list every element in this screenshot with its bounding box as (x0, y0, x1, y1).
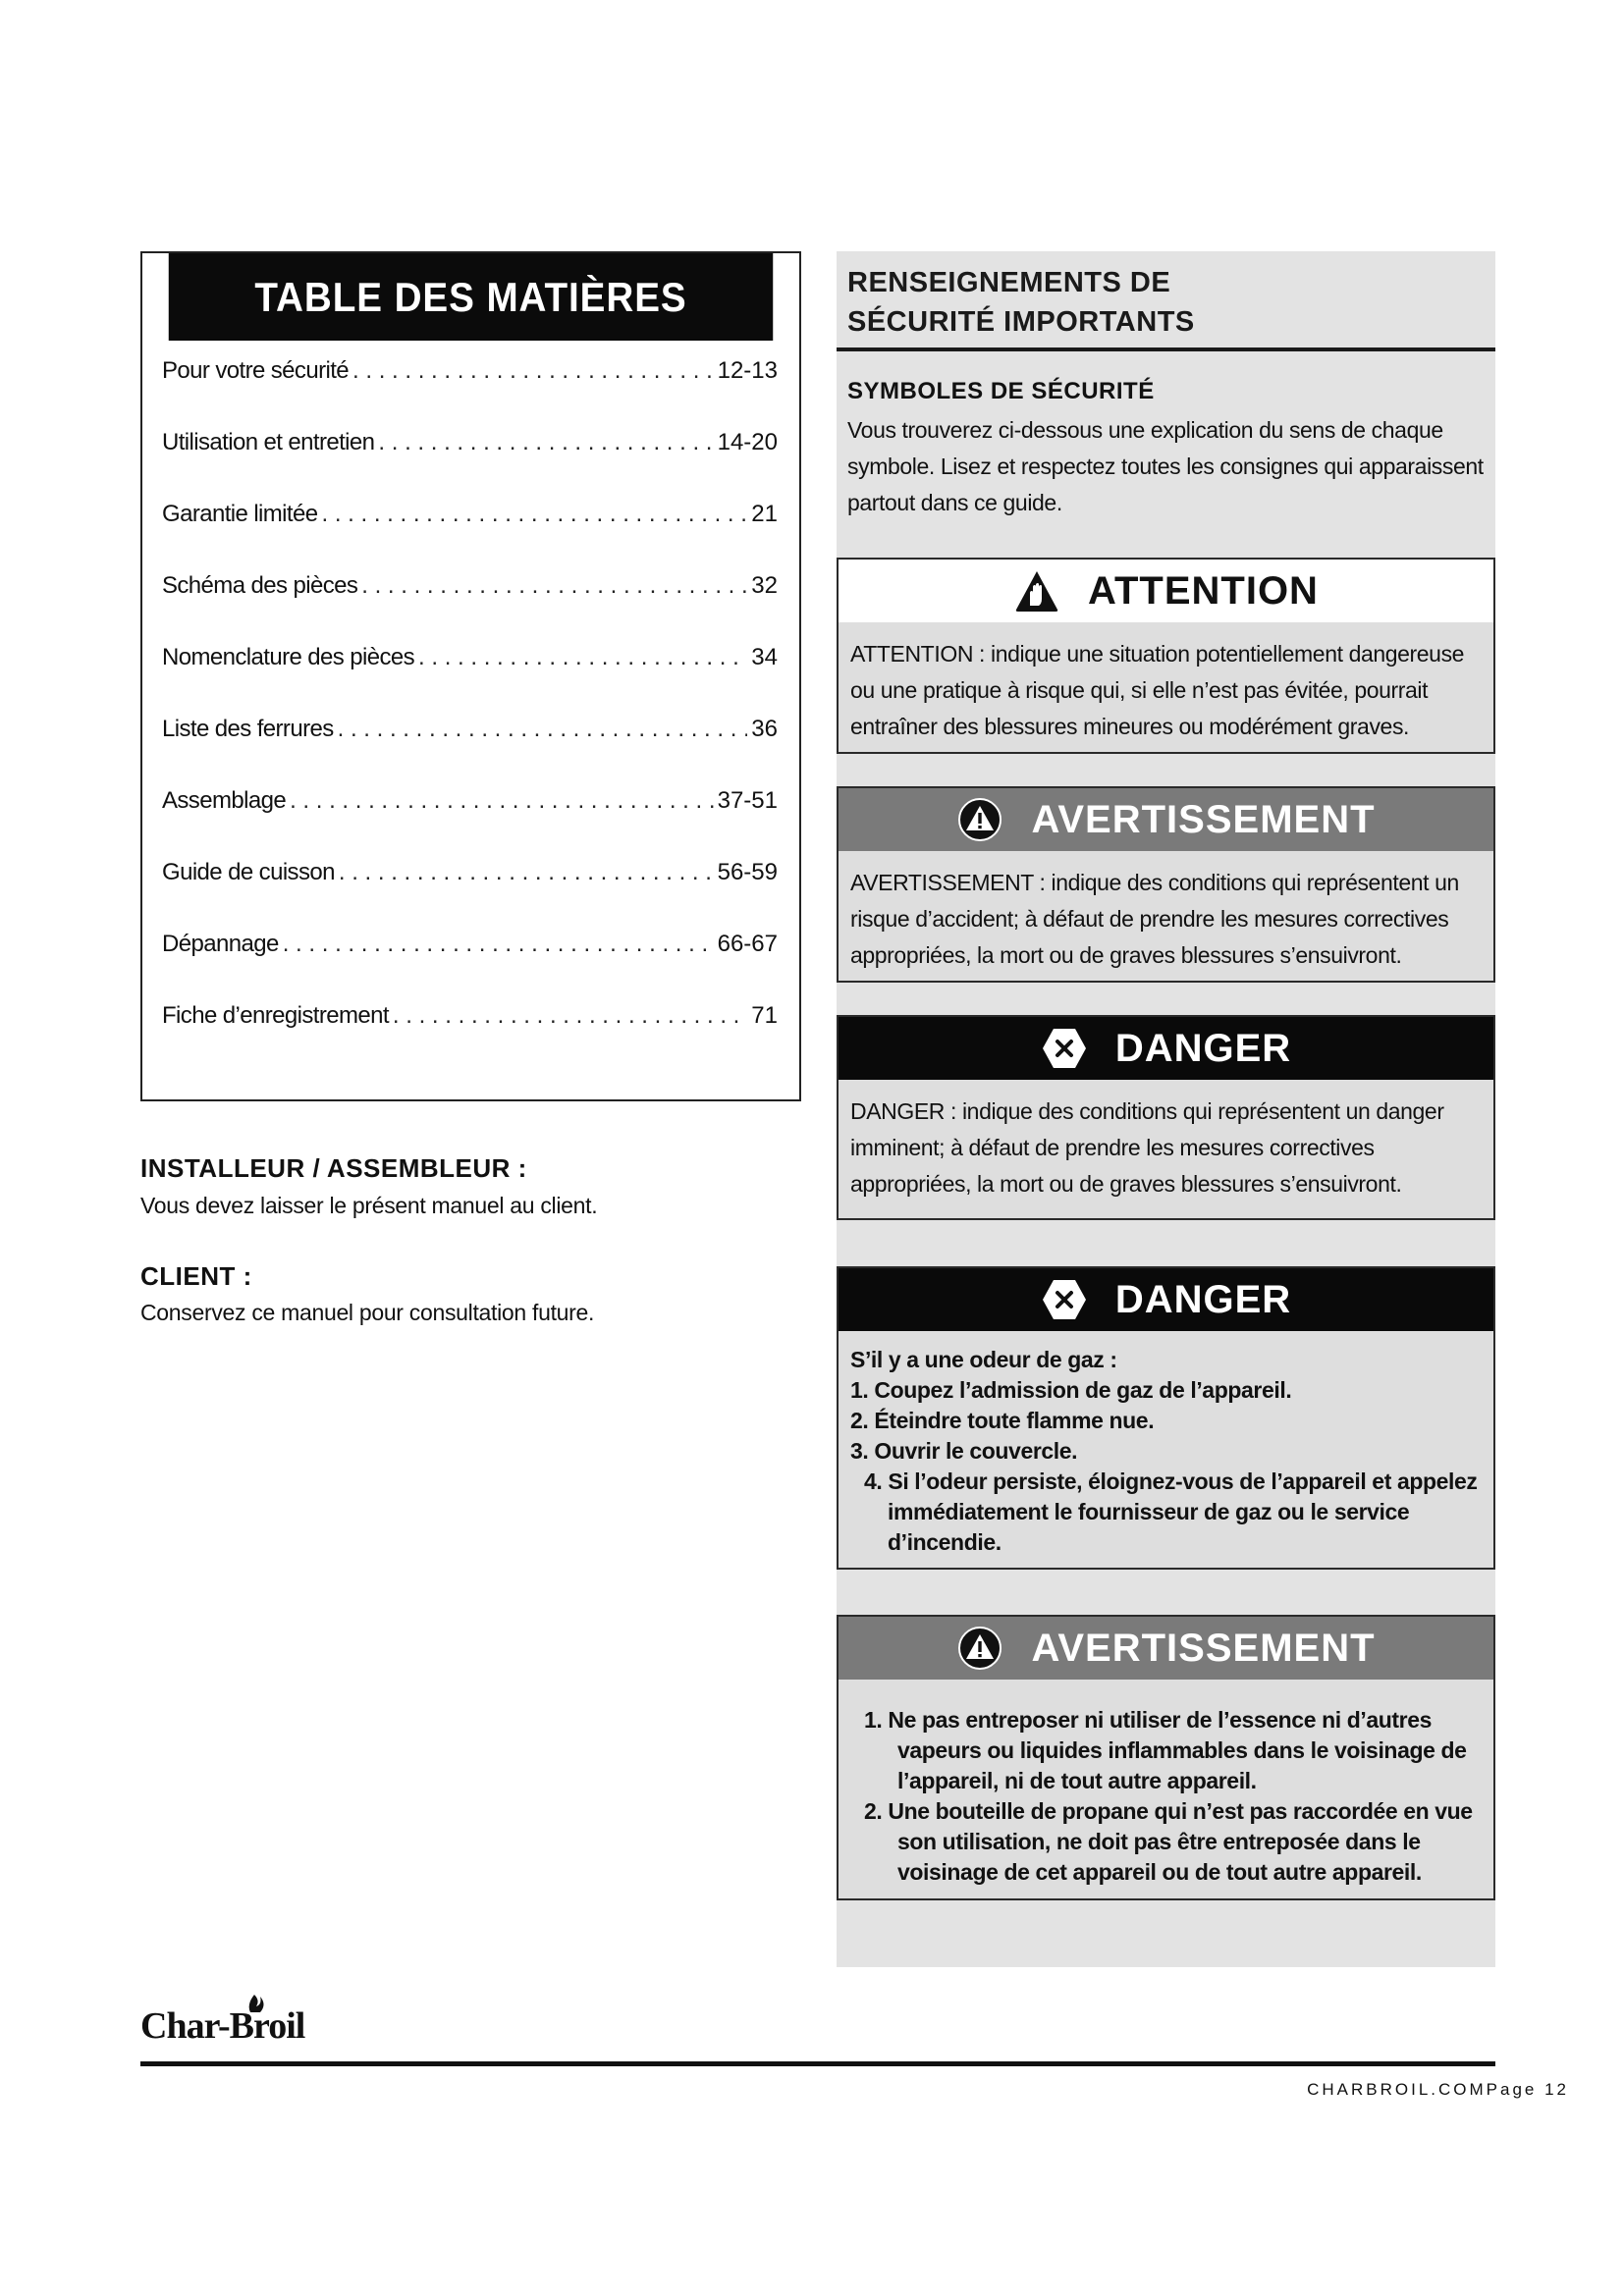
char-broil-logo (138, 1989, 305, 2048)
x-hexagon-icon (1041, 1025, 1088, 1072)
gas-danger-item: 1. Coupez l’admission de gaz de l’appareil. (850, 1377, 1292, 1403)
danger-text: DANGER : indique des conditions qui représentent un danger imminent; à défaut de prendre les mesures correctives appropriées, la mort ou de graves blessures s’ensuivront. (850, 1098, 1444, 1197)
toc-leader-dots (418, 644, 747, 671)
warning-label: AVERTISSEMENT (1031, 797, 1376, 841)
x-hexagon-icon (1041, 1276, 1088, 1323)
toc-entry-page: 12-13 (717, 357, 778, 384)
toc-entry (162, 1002, 778, 1074)
toc-leader-dots (361, 572, 747, 600)
toc-list (162, 357, 778, 1074)
attention-box (837, 558, 1495, 754)
toc-leader-dots (339, 859, 714, 886)
warning-text: AVERTISSEMENT : indique des conditions qui représentent un risque d’accident; à défaut de prendre les mesures correctives appropriées, la mort ou de graves blessures s’ensuivront. (850, 870, 1459, 968)
logo-text: Char-Broil (140, 2005, 305, 2047)
attention-label: ATTENTION (1088, 568, 1319, 613)
exclamation-circle-icon (956, 796, 1003, 843)
hand-warning-icon (1013, 567, 1060, 614)
gas-danger-item: 4. Si l’odeur persiste, éloignez-vous de l’appareil et appelez immédiatement le fournisseur de gaz ou le service d’incendie. (864, 1468, 1478, 1555)
toc-entry (162, 357, 778, 429)
safety-panel (837, 251, 1495, 1967)
toc-entry (162, 931, 778, 1002)
toc-entry-page: 71 (751, 1002, 778, 1029)
flammable-warning-box (837, 1615, 1495, 1900)
danger-box (837, 1015, 1495, 1220)
danger-label: DANGER (1114, 1026, 1292, 1070)
warning-box (837, 786, 1495, 983)
toc-entry-page: 37-51 (717, 787, 778, 814)
installer-heading: INSTALLEUR / ASSEMBLEUR : (140, 1153, 527, 1183)
gas-danger-item: 2. Éteindre toute flamme nue. (850, 1408, 1155, 1433)
attention-header (839, 560, 1493, 622)
toc-entry-title: Pour votre sécurité (162, 357, 350, 384)
toc-leader-dots (393, 1002, 747, 1030)
toc-leader-dots (338, 716, 748, 743)
flammable-warning-header (839, 1617, 1493, 1680)
toc-entry-page: 21 (751, 501, 778, 527)
toc-entry (162, 716, 778, 787)
toc-entry (162, 859, 778, 931)
footer-page-number: CHARBROIL.COMPage 12 (1307, 2080, 1569, 2099)
toc-entry-page: 32 (751, 572, 778, 599)
safety-title-line: RENSEIGNEMENTS DE (847, 267, 1171, 298)
safety-title (847, 263, 1195, 342)
symbols-heading: SYMBOLES DE SÉCURITÉ (847, 378, 1155, 404)
flammable-warning-label: AVERTISSEMENT (1031, 1626, 1376, 1670)
gas-danger-intro: S’il y a une odeur de gaz : (850, 1347, 1117, 1372)
toc-leader-dots (290, 787, 714, 815)
toc-entry-page: 14-20 (717, 429, 778, 455)
toc-entry (162, 501, 778, 572)
toc-entry (162, 429, 778, 501)
flammable-warning-body (839, 1680, 1493, 1897)
table-of-contents (140, 251, 801, 1101)
symbols-description: Vous trouverez ci-dessous une explication du sens de chaque symbole. Lisez et respectez toutes les consignes qui apparaissent partout dans ce guide. (847, 417, 1484, 515)
client-text: Conservez ce manuel pour consultation future. (140, 1300, 595, 1325)
gas-danger-body (839, 1331, 1493, 1568)
toc-entry-title: Schéma des pièces (162, 572, 358, 599)
toc-entry-page: 36 (751, 716, 778, 742)
toc-entry (162, 572, 778, 644)
toc-entry-title: Garantie limitée (162, 501, 318, 527)
toc-entry (162, 787, 778, 859)
warning-header (839, 788, 1493, 851)
flammable-warning-item: 1. Ne pas entreposer ni utiliser de l’essence ni d’autres vapeurs ou liquides inflammables dans le voisinage de l’appareil, ni de tout autre appareil. (864, 1707, 1467, 1793)
safety-title-rule (837, 347, 1495, 351)
client-heading: CLIENT : (140, 1261, 252, 1291)
gas-danger-item: 3. Ouvrir le couvercle. (850, 1438, 1078, 1464)
toc-entry-page: 34 (751, 644, 778, 670)
exclamation-circle-icon (956, 1625, 1003, 1672)
attention-text: ATTENTION : indique une situation potentiellement dangereuse ou une pratique à risque qui, si elle n’est pas évitée, pourrait entraîner des blessures mineures ou modérément graves. (850, 641, 1465, 739)
toc-leader-dots (283, 931, 714, 958)
toc-entry-page: 66-67 (717, 931, 778, 957)
toc-entry-title: Guide de cuisson (162, 859, 335, 885)
toc-entry-title: Dépannage (162, 931, 279, 957)
toc-entry-title: Fiche d’enregistrement (162, 1002, 389, 1029)
toc-entry (162, 644, 778, 716)
toc-leader-dots (378, 429, 713, 456)
toc-entry-title: Assemblage (162, 787, 287, 814)
danger-header (839, 1017, 1493, 1080)
footer-rule (140, 2061, 1495, 2066)
toc-leader-dots (321, 501, 747, 528)
gas-danger-label: DANGER (1114, 1277, 1292, 1321)
toc-title: TABLE DES MATIÈRES (169, 253, 773, 341)
toc-leader-dots (352, 357, 714, 385)
installer-text: Vous devez laisser le présent manuel au client. (140, 1193, 598, 1218)
flammable-warning-item: 2. Une bouteille de propane qui n’est pas raccordée en vue son utilisation, ne doit pas être entreposée dans le voisinage de cet appareil ou de tout autre appareil. (864, 1798, 1473, 1885)
toc-entry-title: Nomenclature des pièces (162, 644, 415, 670)
gas-danger-header (839, 1268, 1493, 1331)
safety-title-line: SÉCURITÉ IMPORTANTS (847, 306, 1195, 338)
gas-danger-box (837, 1266, 1495, 1570)
toc-entry-title: Liste des ferrures (162, 716, 334, 742)
toc-entry-page: 56-59 (717, 859, 778, 885)
toc-entry-title: Utilisation et entretien (162, 429, 375, 455)
